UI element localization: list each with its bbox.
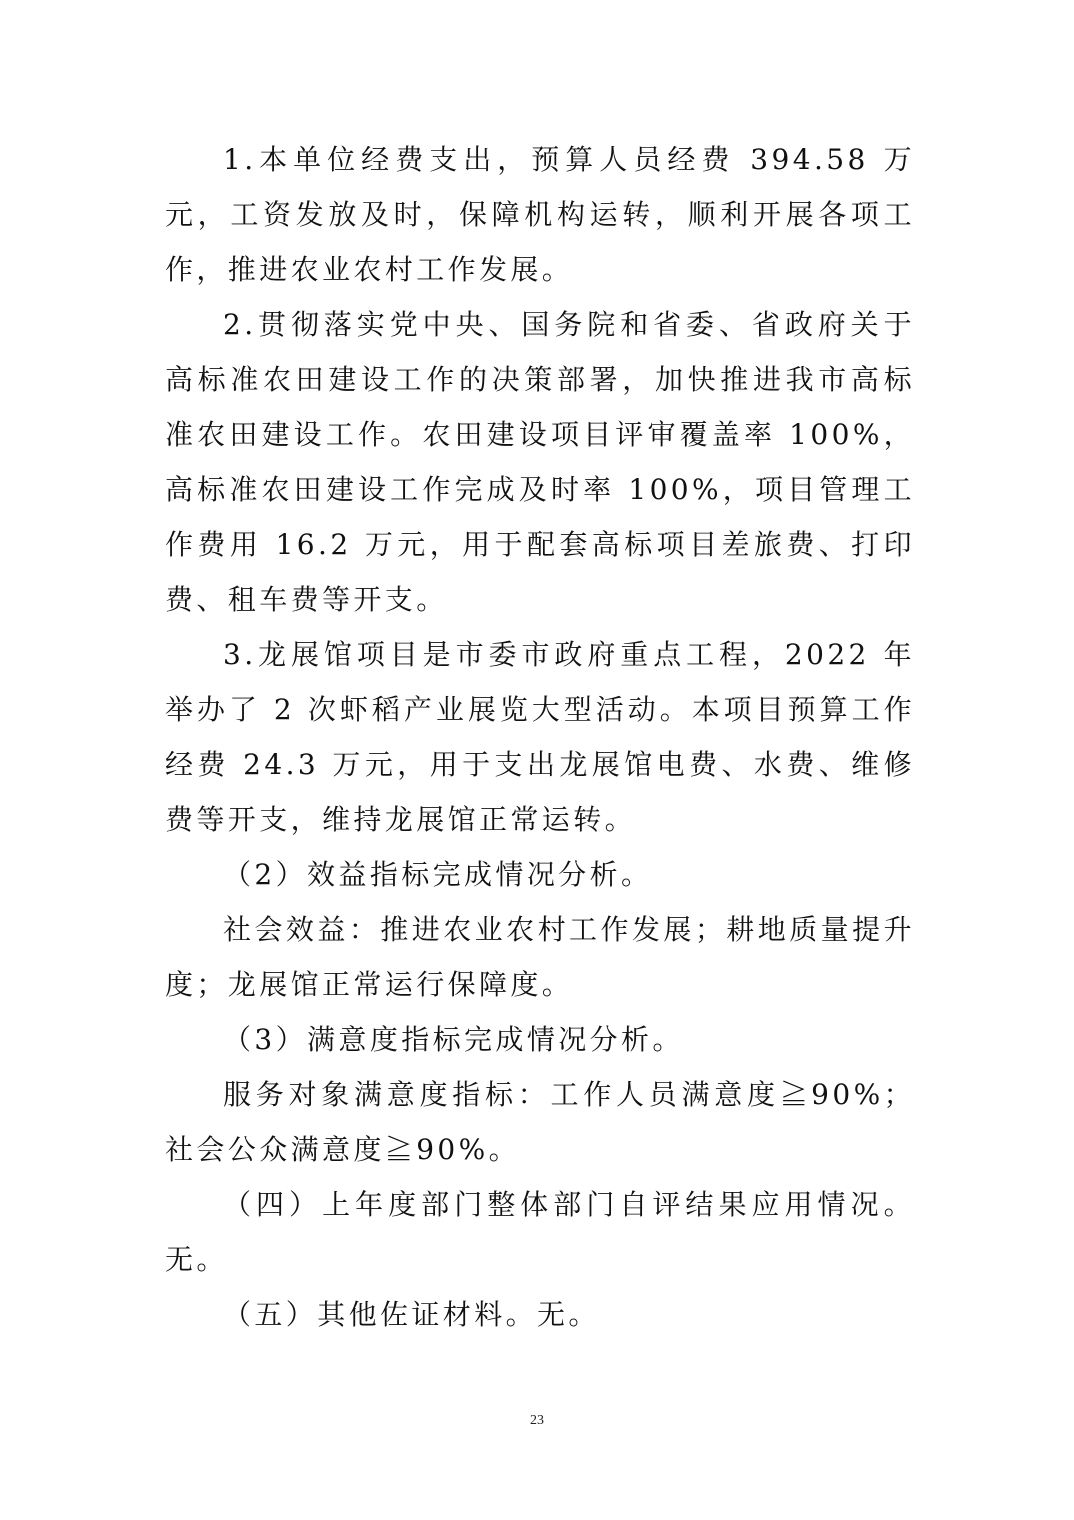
paragraph-dragon-exhibition-hall: 3.龙展馆项目是市委市政府重点工程，2022 年举办了 2 次虾稻产业展览大型活动。本项目预算工作经费 24.3 万元，用于支出龙展馆电费、水费、维修费等开支，维持龙展馆正常运转。	[165, 638, 915, 836]
heading-other-materials: （五）其他佐证材料。无。	[223, 1298, 600, 1331]
page-number: 23	[530, 1413, 544, 1428]
heading-satisfaction-indicators: （3）满意度指标完成情况分析。	[223, 1023, 684, 1056]
paragraph-farmland-construction: 2.贯彻落实党中央、国务院和省委、省政府关于高标准农田建设工作的决策部署，加快推进我市高标准农田建设工作。农田建设项目评审覆盖率 100%，高标准农田建设工作完成及时率 100%，项目管理工作费用 16.2 万元，用于配套高标项目差旅费、打印费、租车费等开支。	[165, 308, 915, 616]
paragraph-satisfaction-indicators: 服务对象满意度指标：工作人员满意度≧90%；社会公众满意度≧90%。	[165, 1078, 915, 1166]
paragraph-personnel-expenses: 1.本单位经费支出，预算人员经费 394.58 万元，工资发放及时，保障机构运转，顺利开展各项工作，推进农业农村工作发展。	[165, 143, 915, 286]
document-body	[165, 132, 915, 1342]
heading-previous-year-evaluation: （四）上年度部门整体部门自评结果应用情况。无。	[165, 1188, 915, 1276]
paragraph-social-benefits: 社会效益：推进农业农村工作发展；耕地质量提升度；龙展馆正常运行保障度。	[165, 913, 915, 1001]
heading-benefit-indicators: （2）效益指标完成情况分析。	[223, 858, 653, 891]
